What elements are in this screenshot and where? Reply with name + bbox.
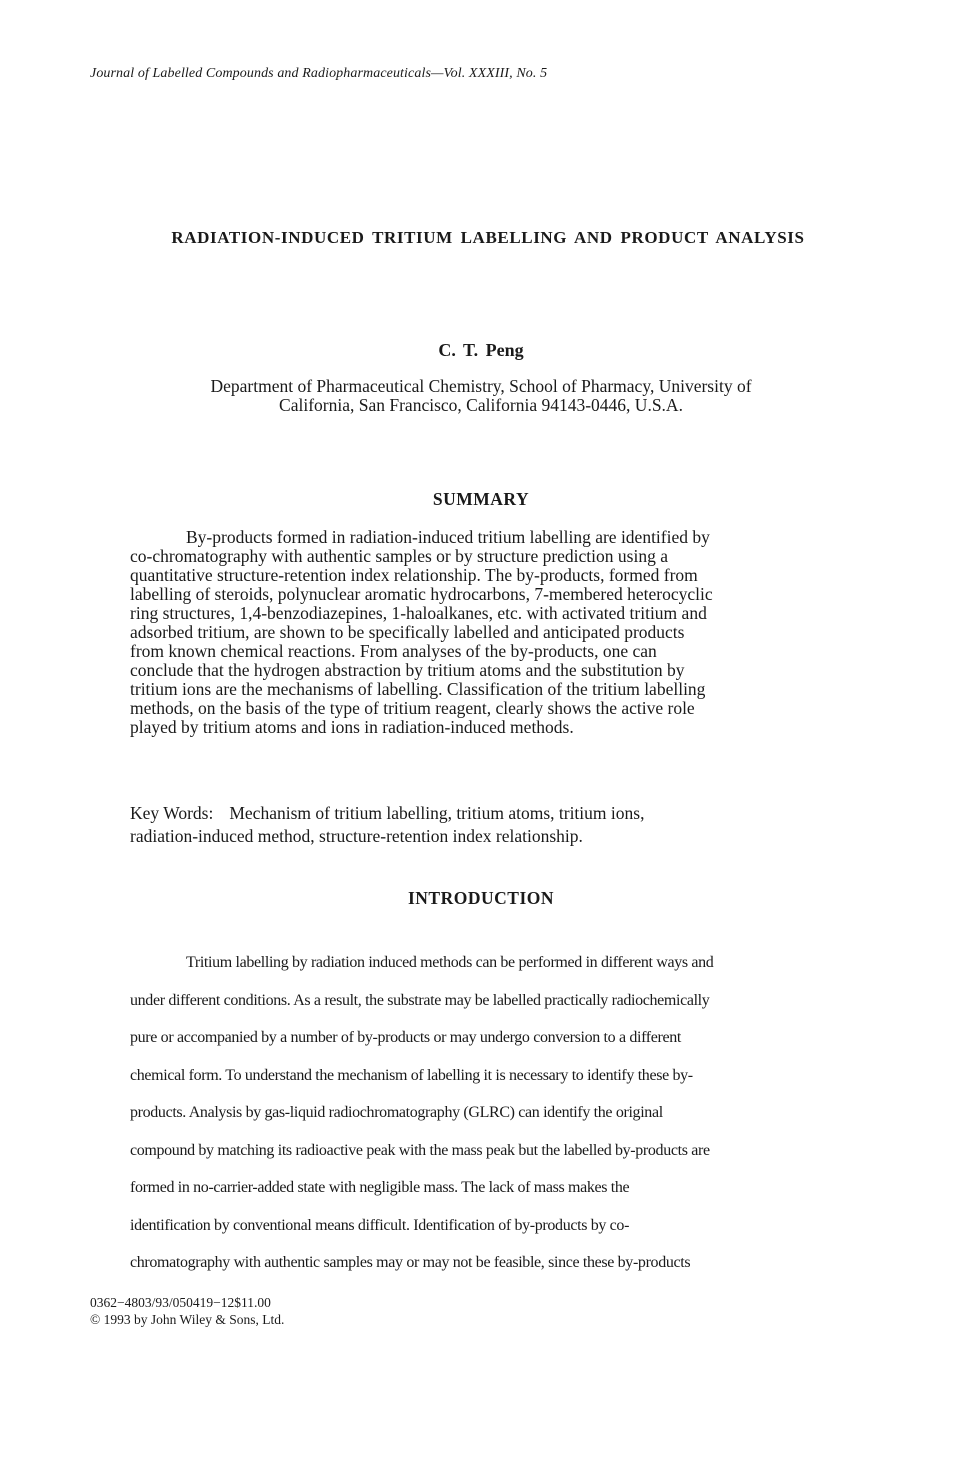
summary-line: tritium ions are the mechanisms of labelling. Classification of the tritium labelling	[130, 679, 706, 699]
keywords-line	[130, 802, 860, 825]
introduction-line: formed in no-carrier-added state with negligible mass. The lack of mass makes the	[130, 1179, 630, 1196]
summary-line: ring structures, 1,4-benzodiazepines, 1-haloalkanes, etc. with activated tritium and	[130, 603, 707, 623]
introduction-line: pure or accompanied by a number of by-products or may undergo conversion to a different	[130, 1029, 681, 1046]
summary-line: quantitative structure-retention index relationship. The by-products, formed from	[130, 565, 698, 585]
introduction-line: Tritium labelling by radiation induced methods can be performed in different ways and	[186, 954, 714, 971]
summary-line: adsorbed tritium, are shown to be specifically labelled and anticipated products	[130, 622, 685, 642]
introduction-line: chromatography with authentic samples may or may not be feasible, since these by-products	[130, 1254, 691, 1271]
summary-line: By-products formed in radiation-induced tritium labelling are identified by	[186, 527, 710, 547]
introduction-line: under different conditions. As a result, the substrate may be labelled practically radiochemically	[130, 991, 710, 1009]
keywords-text: radiation-induced method, structure-retention index relationship.	[130, 826, 583, 846]
paper-title: RADIATION-INDUCED TRITIUM LABELLING AND PRODUCT ANALYSIS	[171, 228, 805, 247]
summary-line: methods, on the basis of the type of tritium reagent, clearly shows the active role	[130, 698, 695, 718]
introduction-heading: INTRODUCTION	[407, 888, 555, 908]
introduction-line: compound by matching its radioactive peak with the mass peak but the labelled by-products are	[130, 1141, 710, 1159]
keywords-text: Mechanism of tritium labelling, tritium atoms, tritium ions,	[229, 803, 645, 823]
author-name: C. T. Peng	[438, 340, 524, 360]
affiliation-line: Department of Pharmaceutical Chemistry, School of Pharmacy, University of	[210, 376, 752, 396]
summary-line: conclude that the hydrogen abstraction by tritium atoms and the substitution by	[130, 660, 685, 680]
summary-line: labelling of steroids, polynuclear aromatic hydrocarbons, 7-membered heterocyclic	[130, 584, 713, 604]
article-code: 0362−4803/93/050419−12$11.00	[90, 1295, 271, 1310]
summary-heading: SUMMARY	[432, 489, 530, 509]
summary-line: co-chromatography with authentic samples or by structure prediction using a	[130, 546, 668, 566]
page-footer	[90, 1294, 284, 1328]
keywords-label: Key Words:	[130, 803, 214, 823]
introduction-line: chemical form. To understand the mechanism of labelling it is necessary to identify these by-	[130, 1066, 693, 1084]
affiliation-line: California, San Francisco, California 94143-0446, U.S.A.	[279, 395, 683, 415]
summary-line: from known chemical reactions. From analyses of the by-products, one can	[130, 641, 657, 661]
author-affiliation	[0, 377, 962, 415]
summary-paragraph	[130, 528, 860, 737]
introduction-paragraph	[130, 944, 850, 1282]
journal-header: Journal of Labelled Compounds and Radiopharmaceuticals—Vol. XXXIII, No. 5	[90, 66, 548, 81]
introduction-line: identification by conventional means difficult. Identification of by-products by co-	[130, 1216, 630, 1234]
copyright-notice: © 1993 by John Wiley & Sons, Ltd.	[90, 1312, 285, 1327]
keywords-block	[130, 802, 860, 848]
summary-line: played by tritium atoms and ions in radiation-induced methods.	[130, 717, 574, 737]
introduction-line: products. Analysis by gas-liquid radiochromatography (GLRC) can identify the original	[130, 1104, 663, 1121]
